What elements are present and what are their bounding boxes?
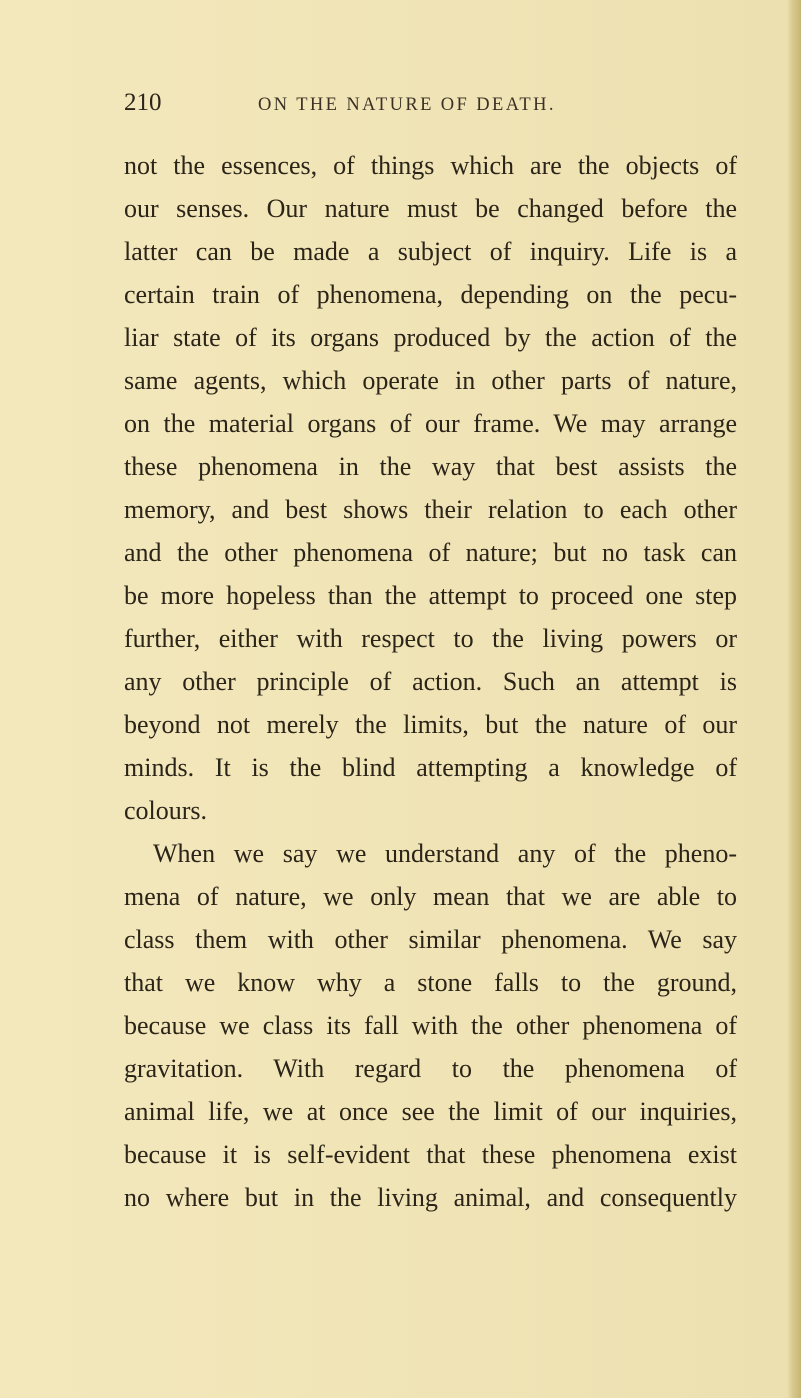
body-text xyxy=(124,144,737,1219)
text-line: be more hopeless than the attempt to proceed one step xyxy=(124,581,737,610)
text-line: because it is self-evident that these phenomena exist xyxy=(124,1140,737,1169)
text-line: these phenomena in the way that best assists the xyxy=(124,452,737,481)
text-line: class them with other similar phenomena. We say xyxy=(124,925,737,954)
page-header xyxy=(124,86,724,120)
page-edge-shadow xyxy=(787,0,801,1398)
paragraph-end-line: colours. xyxy=(124,796,208,825)
paragraph-start-line: When we say we understand any of the pheno- xyxy=(153,839,737,868)
text-line: same agents, which operate in other parts of nature, xyxy=(124,366,737,395)
text-line: our senses. Our nature must be changed before the xyxy=(124,194,737,223)
text-line: memory, and best shows their relation to each other xyxy=(124,495,737,524)
text-line: because we class its fall with the other phenomena of xyxy=(124,1011,737,1040)
text-line: mena of nature, we only mean that we are able to xyxy=(124,882,737,911)
text-line: that we know why a stone falls to the ground, xyxy=(124,968,737,997)
text-line: latter can be made a subject of inquiry. Life is a xyxy=(124,237,737,266)
text-line: beyond not merely the limits, but the nature of our xyxy=(124,710,737,739)
text-line: on the material organs of our frame. We may arrange xyxy=(124,409,737,438)
text-line: animal life, we at once see the limit of our inquiries, xyxy=(124,1097,737,1126)
page-number: 210 xyxy=(124,89,162,116)
text-line: and the other phenomena of nature; but no task can xyxy=(124,538,737,567)
text-line: minds. It is the blind attempting a knowledge of xyxy=(124,753,737,782)
text-line: further, either with respect to the living powers or xyxy=(124,624,737,653)
running-title: ON THE NATURE OF DEATH. xyxy=(258,95,556,115)
text-line: not the essences, of things which are the objects of xyxy=(124,151,737,180)
text-line: gravitation. With regard to the phenomena of xyxy=(124,1054,737,1083)
text-line: certain train of phenomena, depending on the pecu- xyxy=(124,280,737,309)
text-line: no where but in the living animal, and consequently xyxy=(124,1183,737,1212)
text-line: liar state of its organs produced by the action of the xyxy=(124,323,737,352)
text-line: any other principle of action. Such an attempt is xyxy=(124,667,737,696)
